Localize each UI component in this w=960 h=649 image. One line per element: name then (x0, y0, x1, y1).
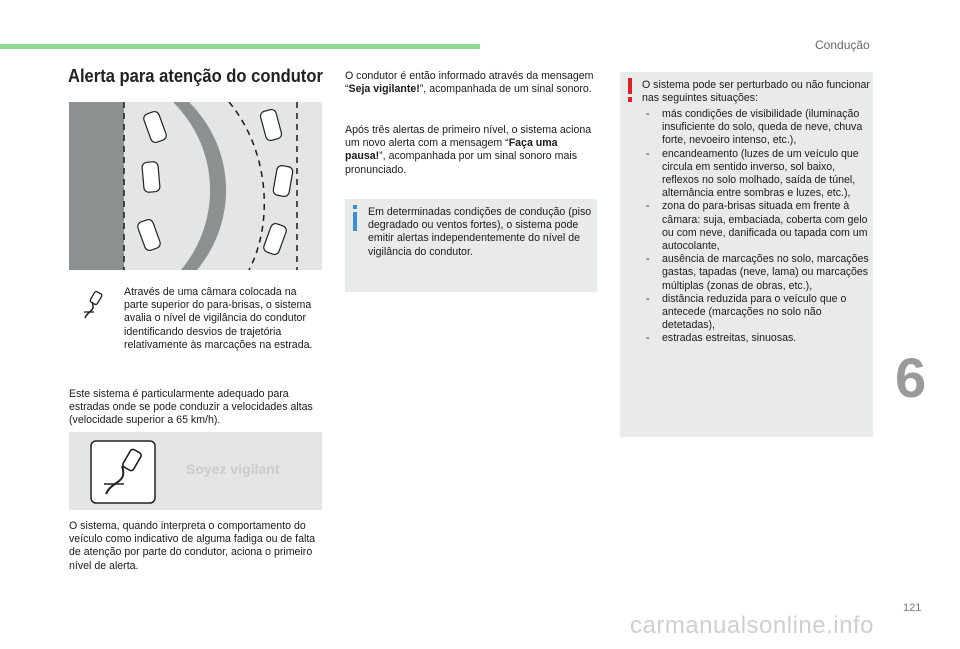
alert-display-message: Soyez vigilant (186, 461, 280, 477)
p1-after: ”, acompanhada de um sinal sonoro. (419, 83, 592, 96)
lane-drift-drawing (69, 102, 322, 270)
list-item-text: más condições de visibilidade (iluminação insuficiente do solo, queda de neve, chuva forte, nevoeiro intenso, etc.), (662, 108, 863, 147)
list-item-text: ausência de marcações no solo, marcações gastas, tapadas (neve, lama) ou marcações múltiplas (zonas de obras, etc.), (662, 253, 869, 292)
chapter-number: 6 (895, 346, 927, 409)
warning-icon (626, 78, 634, 102)
camera-lane-icon (82, 290, 104, 320)
list-item-text: zona do para-brisas situada em frente à câmara: suja, embaciada, coberta com gelo ou com neve, danificada ou tapada com um autocolante, (662, 200, 868, 253)
p2-after: ”, acompanhada por um sinal sonoro mais pronunciado. (345, 150, 578, 176)
warning-intro: O sistema pode ser perturbado ou não funcionar nas seguintes situações: (642, 79, 870, 105)
limitations-list (642, 108, 872, 346)
watermark: carmanualsonline.info (630, 612, 874, 639)
list-item-text: distância reduzida para o veículo que o antecede (marcações no solo não detetadas), (662, 292, 847, 332)
info-text: Em determinadas condições de condução (piso degradado ou ventos fortes), o sistema pode emitir alertas independentemente do nível de vigilância do condutor. (368, 206, 592, 258)
faca-uma-pausa-label: Faça uma pausa! (345, 137, 558, 163)
driver-alert-icon (90, 440, 156, 504)
p2-before: Após três alertas de primeiro nível, o sistema aciona um novo alerta com a mensagem “ (345, 124, 592, 150)
page-title: Alerta para atenção do condutor (68, 66, 323, 86)
list-dash: - (646, 332, 650, 345)
suited-roads-text: Este sistema é particularmente adequado para estradas onde se pode conduzir a velocidades altas (velocidade superior a 65 km/h). (69, 388, 313, 427)
list-item (642, 148, 872, 201)
list-item (642, 332, 872, 345)
list-item (642, 108, 872, 148)
vigilance-message-text (345, 70, 600, 96)
p1-before: O condutor é então informado através da mensagem “ (345, 70, 594, 96)
list-dash: - (646, 253, 650, 266)
list-item-text: estradas estreitas, sinuosas. (662, 332, 797, 345)
list-dash: - (646, 200, 650, 213)
header-accent-bar (0, 44, 480, 49)
list-item (642, 293, 872, 333)
info-icon (351, 205, 359, 231)
list-dash: - (646, 292, 650, 305)
list-item (642, 200, 872, 253)
list-item (642, 253, 872, 293)
pause-message-text (345, 124, 600, 177)
section-label: Condução (815, 38, 870, 52)
camera-description: Através de uma câmara colocada na parte superior do para-brisas, o sistema avalia o nível de vigilância do condutor identificando desvios de trajetória relativamente às marcações na estrada. (124, 286, 313, 351)
list-dash: - (646, 147, 650, 160)
page-number: 121 (903, 602, 922, 614)
first-level-alert-text: O sistema, quando interpreta o comportamento do veículo como indicativo de alguma fadiga ou de falta de atenção por parte do condutor, aciona o primeiro nível de alerta. (69, 520, 316, 572)
lane-drift-illustration (69, 102, 322, 270)
seja-vigilante-label: Seja vigilante! (348, 83, 420, 96)
list-dash: - (646, 108, 650, 120)
list-item-text: encandeamento (luzes de um veículo que circula em sentido inverso, sol baixo, reflexos no solo molhado, saída de túnel, alternância entre sombras e luzes, etc.), (662, 147, 859, 200)
